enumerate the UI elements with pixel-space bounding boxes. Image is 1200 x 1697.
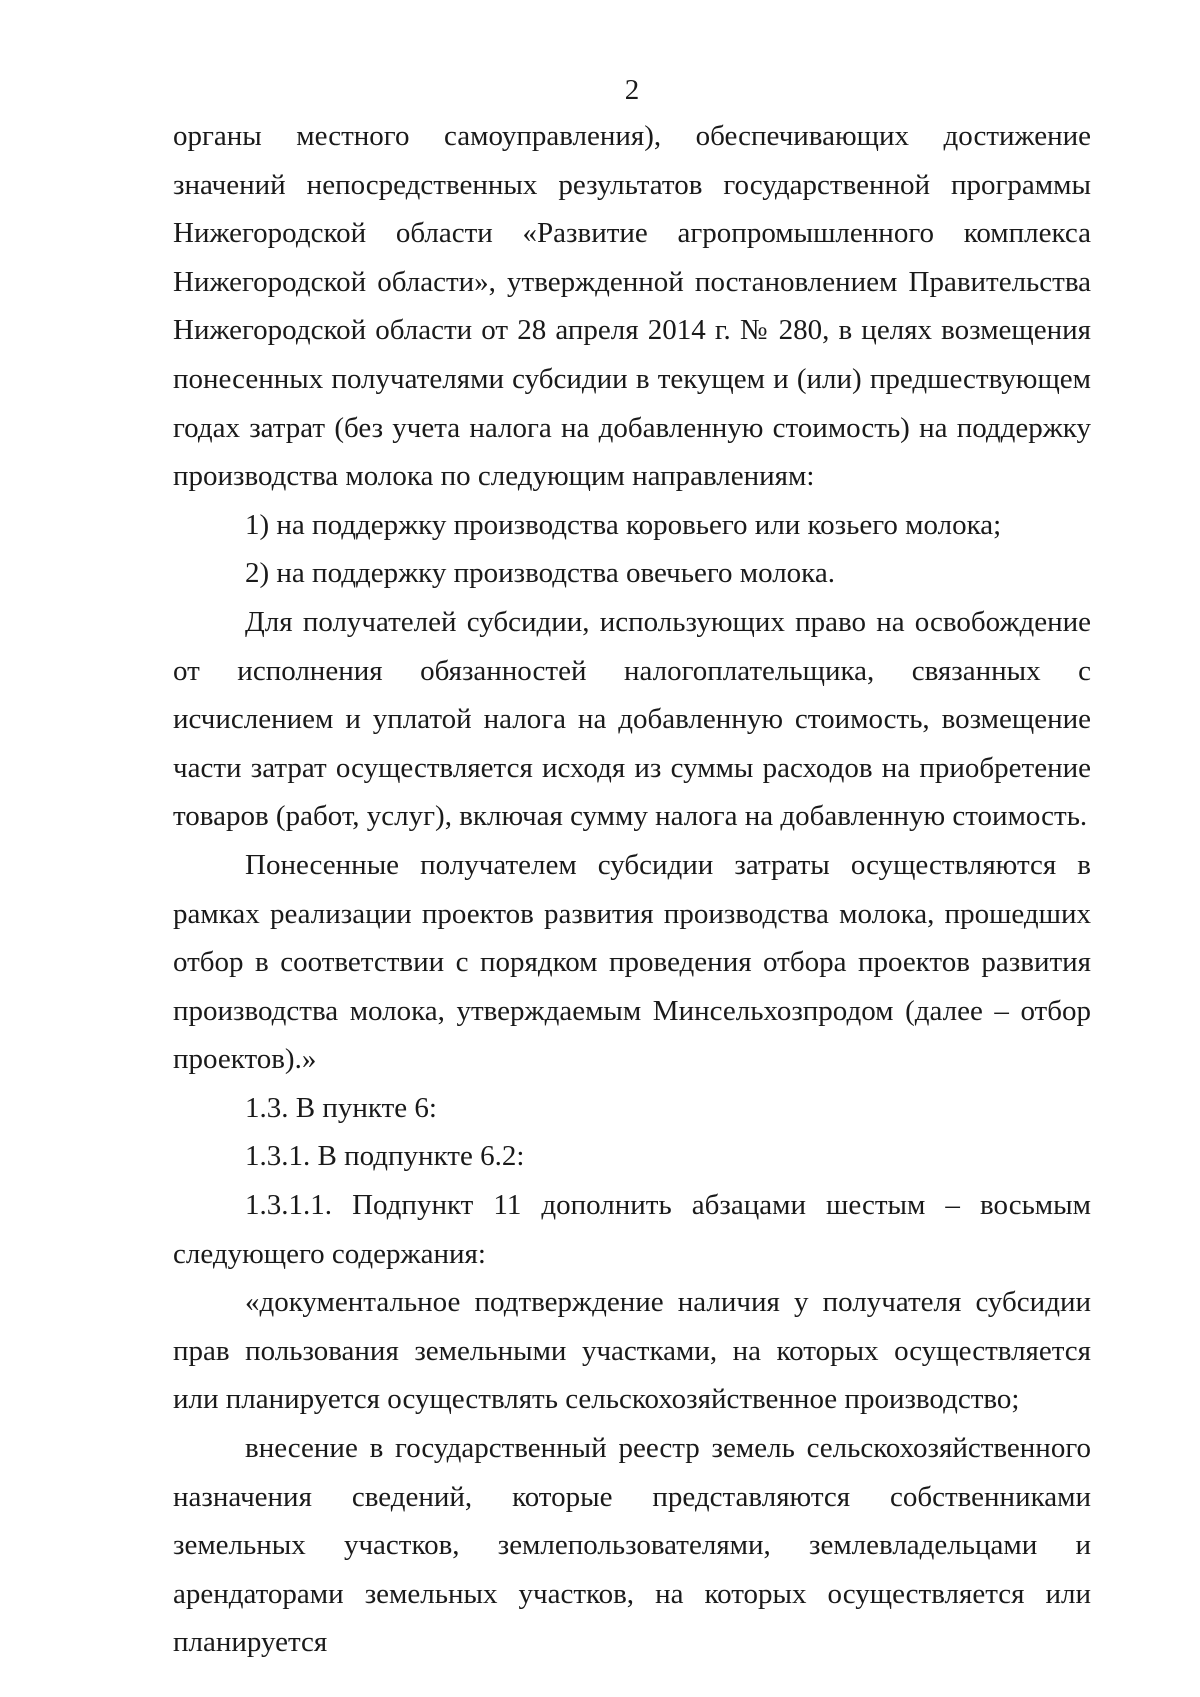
paragraph-land-registry: внесение в государственный реестр земель сельскохозяйственного назначения сведений, которые представляются собственниками земельных участков, землепользователями, землевладельцами и арендаторами земельных участков, на которых осуществляется или планируется (173, 1432, 1091, 1659)
list-item-sheep-milk: 2) на поддержку производства овечьего молока. (245, 557, 835, 590)
clause-1-3: 1.3. В пункте 6: (245, 1091, 437, 1124)
clause-1-3-1: 1.3.1. В подпункте 6.2: (245, 1140, 525, 1173)
paragraph-vat-exemption: Для получателей субсидии, использующих право на освобождение от исполнения обязанностей налогоплательщика, связанных с исчислением и уплатой налога на добавленную стоимость, возмещение части затрат осуществляется исходя из суммы расходов на приобретение товаров (работ, услуг), включая сумму налога на добавленную стоимость. (173, 605, 1091, 833)
clause-1-3-1-1: 1.3.1.1. Подпункт 11 дополнить абзацами шестым – восьмым следующего содержания: (173, 1189, 1091, 1270)
paragraph-land-rights: «документальное подтверждение наличия у получателя субсидии прав пользования земельными участками, на которых осуществляется или планируется осуществлять сельскохозяйственное производство; (173, 1286, 1091, 1416)
paragraph-continuation: органы местного самоуправления), обеспечивающих достижение значений непосредственных результатов государственной программы Нижегородской области «Развитие агропромышленного комплекса Нижегородской области», утвержденной постановлением Правительства Нижегородской области от 28 апреля 2014 г. № 280, в целях возмещения понесенных получателями субсидии в текущем и (или) предшествующем годах затрат (без учета налога на добавленную стоимость) на поддержку производства молока по следующим направлениям: (173, 120, 1091, 493)
document-body (173, 112, 1091, 1667)
paragraph-costs-projects: Понесенные получателем субсидии затраты осуществляются в рамках реализации проектов развития производства молока, прошедших отбор в соответствии с порядком проведения отбора проектов развития производства молока, утверждаемым Минсельхозпродом (далее – отбор проектов).» (173, 848, 1091, 1076)
list-item-cow-goat-milk: 1) на поддержку производства коровьего или козьего молока; (245, 508, 1002, 541)
page-number: 2 (624, 74, 640, 106)
